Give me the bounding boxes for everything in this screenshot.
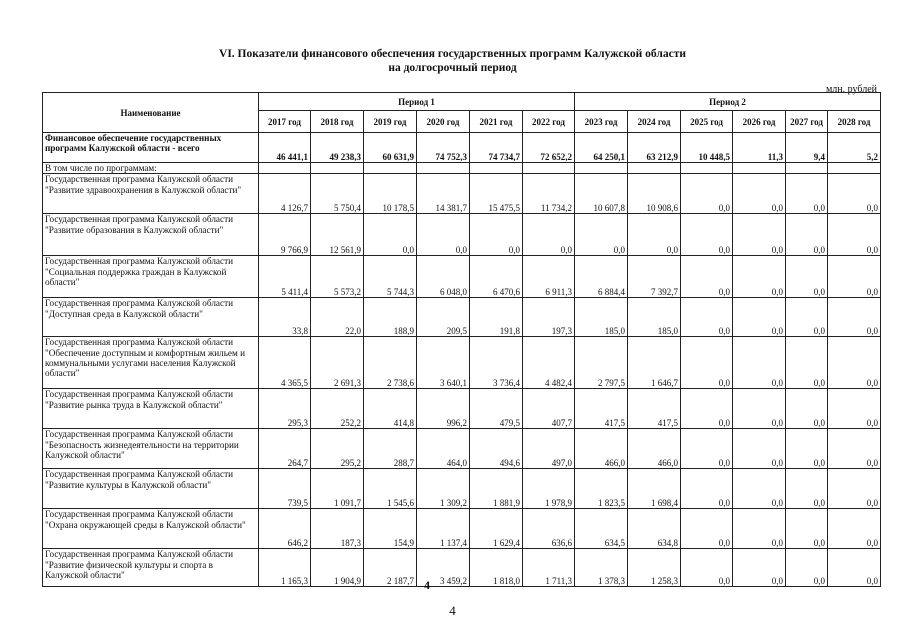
value-cell: 1 137,4 <box>417 509 470 549</box>
value-cell: 74 734,7 <box>470 133 523 163</box>
header-year: 2019 год <box>364 111 417 133</box>
program-name: Государственная программа Калужской области "Социальная поддержка граждан в Калужской области" <box>43 256 259 298</box>
empty-cell <box>364 163 417 174</box>
value-cell: 188,9 <box>364 298 417 337</box>
program-name: Государственная программа Калужской области "Безопасность жизнедеятельности на территории Калужской области" <box>43 429 259 469</box>
header-period1: Период 1 <box>259 93 575 111</box>
program-name: Государственная программа Калужской области "Доступная среда в Калужской области" <box>43 298 259 337</box>
value-cell: 185,0 <box>628 298 681 337</box>
value-cell: 0,0 <box>470 214 523 256</box>
value-cell: 6 911,3 <box>523 256 575 298</box>
value-cell: 209,5 <box>417 298 470 337</box>
value-cell: 1 165,3 <box>259 549 311 587</box>
table-body <box>43 133 881 587</box>
value-cell: 5 411,4 <box>259 256 311 298</box>
value-cell: 49 238,3 <box>311 133 364 163</box>
value-cell: 1 309,2 <box>417 469 470 509</box>
value-cell: 1 881,9 <box>470 469 523 509</box>
value-cell: 0,0 <box>786 214 828 256</box>
program-name: Государственная программа Калужской области "Развитие здравоохранения в Калужской области" <box>43 174 259 214</box>
value-cell: 0,0 <box>733 298 786 337</box>
value-cell: 0,0 <box>681 469 733 509</box>
value-cell: 5,2 <box>828 133 881 163</box>
value-cell: 4 482,4 <box>523 337 575 389</box>
value-cell: 10 908,6 <box>628 174 681 214</box>
value-cell: 0,0 <box>681 429 733 469</box>
table-subtitle: на долгосрочный период <box>388 62 517 74</box>
value-cell: 0,0 <box>786 337 828 389</box>
value-cell: 0,0 <box>733 429 786 469</box>
value-cell: 15 475,5 <box>470 174 523 214</box>
value-cell: 0,0 <box>786 256 828 298</box>
value-cell: 417,5 <box>575 389 628 429</box>
value-cell: 414,8 <box>364 389 417 429</box>
program-name: Государственная программа Калужской области "Охрана окружающей среды в Калужской области" <box>43 509 259 549</box>
value-cell: 264,7 <box>259 429 311 469</box>
value-cell: 636,6 <box>523 509 575 549</box>
value-cell: 739,5 <box>259 469 311 509</box>
value-cell: 60 631,9 <box>364 133 417 163</box>
value-cell: 0,0 <box>828 298 881 337</box>
value-cell: 1 711,3 <box>523 549 575 587</box>
value-cell: 0,0 <box>786 429 828 469</box>
page-stamp: 4 <box>424 578 430 592</box>
value-cell: 0,0 <box>681 214 733 256</box>
table-row <box>43 256 881 298</box>
value-cell: 0,0 <box>681 174 733 214</box>
value-cell: 1 258,3 <box>628 549 681 587</box>
table-title: VI. Показатели финансового обеспечения государственных программ Калужской области <box>219 48 686 60</box>
value-cell: 154,9 <box>364 509 417 549</box>
empty-cell <box>681 163 733 174</box>
value-cell: 0,0 <box>733 174 786 214</box>
value-cell: 5 744,3 <box>364 256 417 298</box>
value-cell: 1 818,0 <box>470 549 523 587</box>
value-cell: 1 823,5 <box>575 469 628 509</box>
value-cell: 74 752,3 <box>417 133 470 163</box>
value-cell: 1 646,7 <box>628 337 681 389</box>
header-year: 2021 год <box>470 111 523 133</box>
value-cell: 295,3 <box>259 389 311 429</box>
value-cell: 295,2 <box>311 429 364 469</box>
value-cell: 0,0 <box>828 337 881 389</box>
value-cell: 0,0 <box>828 174 881 214</box>
subheading: В том числе по программам: <box>43 163 259 174</box>
header-year: 2023 год <box>575 111 628 133</box>
value-cell: 0,0 <box>681 256 733 298</box>
header-year: 2027 год <box>786 111 828 133</box>
value-cell: 0,0 <box>786 469 828 509</box>
empty-cell <box>523 163 575 174</box>
value-cell: 0,0 <box>828 389 881 429</box>
program-name: Государственная программа Калужской области "Развитие образования в Калужской области" <box>43 214 259 256</box>
header-period2: Период 2 <box>575 93 881 111</box>
value-cell: 464,0 <box>417 429 470 469</box>
value-cell: 9 766,9 <box>259 214 311 256</box>
value-cell: 4 365,5 <box>259 337 311 389</box>
table-row <box>43 469 881 509</box>
value-cell: 12 561,9 <box>311 214 364 256</box>
header-year: 2024 год <box>628 111 681 133</box>
value-cell: 6 884,4 <box>575 256 628 298</box>
empty-cell <box>259 163 311 174</box>
value-cell: 646,2 <box>259 509 311 549</box>
table-row <box>43 429 881 469</box>
value-cell: 64 250,1 <box>575 133 628 163</box>
financing-table <box>42 92 881 587</box>
value-cell: 0,0 <box>523 214 575 256</box>
value-cell: 0,0 <box>786 298 828 337</box>
value-cell: 187,3 <box>311 509 364 549</box>
value-cell: 0,0 <box>628 214 681 256</box>
value-cell: 3 736,4 <box>470 337 523 389</box>
header-year: 2026 год <box>733 111 786 133</box>
value-cell: 191,8 <box>470 298 523 337</box>
value-cell: 185,0 <box>575 298 628 337</box>
value-cell: 46 441,1 <box>259 133 311 163</box>
value-cell: 0,0 <box>828 469 881 509</box>
value-cell: 197,3 <box>523 298 575 337</box>
value-cell: 22,0 <box>311 298 364 337</box>
value-cell: 11 734,2 <box>523 174 575 214</box>
empty-cell <box>470 163 523 174</box>
value-cell: 0,0 <box>733 214 786 256</box>
value-cell: 466,0 <box>628 429 681 469</box>
value-cell: 10 178,5 <box>364 174 417 214</box>
value-cell: 2 738,6 <box>364 337 417 389</box>
table-row <box>43 389 881 429</box>
value-cell: 0,0 <box>828 509 881 549</box>
header-year: 2025 год <box>681 111 733 133</box>
value-cell: 0,0 <box>828 429 881 469</box>
value-cell: 634,8 <box>628 509 681 549</box>
empty-cell <box>311 163 364 174</box>
value-cell: 0,0 <box>681 298 733 337</box>
value-cell: 0,0 <box>828 549 881 587</box>
value-cell: 0,0 <box>733 389 786 429</box>
empty-cell <box>575 163 628 174</box>
value-cell: 6 048,0 <box>417 256 470 298</box>
value-cell: 0,0 <box>786 549 828 587</box>
program-name: Государственная программа Калужской области "Развитие культуры в Калужской области" <box>43 469 259 509</box>
header-year: 2018 год <box>311 111 364 133</box>
empty-cell <box>628 163 681 174</box>
program-name: Государственная программа Калужской области "Развитие рынка труда в Калужской области" <box>43 389 259 429</box>
value-cell: 5 573,2 <box>311 256 364 298</box>
value-cell: 0,0 <box>733 256 786 298</box>
value-cell: 1 545,6 <box>364 469 417 509</box>
value-cell: 2 187,7 <box>364 549 417 587</box>
value-cell: 466,0 <box>575 429 628 469</box>
value-cell: 0,0 <box>786 174 828 214</box>
value-cell: 1 978,9 <box>523 469 575 509</box>
table-row <box>43 298 881 337</box>
table-row <box>43 133 881 163</box>
value-cell: 0,0 <box>733 509 786 549</box>
value-cell: 63 212,9 <box>628 133 681 163</box>
value-cell: 0,0 <box>786 509 828 549</box>
table-row <box>43 549 881 587</box>
empty-cell <box>828 163 881 174</box>
value-cell: 33,8 <box>259 298 311 337</box>
program-name: Государственная программа Калужской области "Развитие физической культуры и спорта в Калужской области" <box>43 549 259 587</box>
value-cell: 0,0 <box>733 337 786 389</box>
table-row <box>43 174 881 214</box>
value-cell: 0,0 <box>681 509 733 549</box>
value-cell: 4 126,7 <box>259 174 311 214</box>
value-cell: 1 378,3 <box>575 549 628 587</box>
table-row <box>43 214 881 256</box>
value-cell: 0,0 <box>681 389 733 429</box>
value-cell: 0,0 <box>786 389 828 429</box>
value-cell: 11,3 <box>733 133 786 163</box>
value-cell: 14 381,7 <box>417 174 470 214</box>
value-cell: 9,4 <box>786 133 828 163</box>
value-cell: 996,2 <box>417 389 470 429</box>
header-name: Наименование <box>43 93 259 133</box>
header-year: 2028 год <box>828 111 881 133</box>
header-year: 2022 год <box>523 111 575 133</box>
value-cell: 72 652,2 <box>523 133 575 163</box>
value-cell: 2 691,3 <box>311 337 364 389</box>
value-cell: 417,5 <box>628 389 681 429</box>
subheading-row <box>43 163 881 174</box>
value-cell: 7 392,7 <box>628 256 681 298</box>
value-cell: 3 640,1 <box>417 337 470 389</box>
value-cell: 1 698,4 <box>628 469 681 509</box>
program-name: Финансовое обеспечение государственных программ Калужской области - всего <box>43 133 259 163</box>
value-cell: 407,7 <box>523 389 575 429</box>
value-cell: 252,2 <box>311 389 364 429</box>
value-cell: 5 750,4 <box>311 174 364 214</box>
empty-cell <box>733 163 786 174</box>
value-cell: 0,0 <box>733 549 786 587</box>
empty-cell <box>786 163 828 174</box>
value-cell: 1 904,9 <box>311 549 364 587</box>
value-cell: 1 629,4 <box>470 509 523 549</box>
value-cell: 497,0 <box>523 429 575 469</box>
value-cell: 3 459,2 <box>417 549 470 587</box>
header-year: 2020 год <box>417 111 470 133</box>
program-name: Государственная программа Калужской области "Обеспечение доступным и комфортным жильем и коммунальными услугами населения Калужской области" <box>43 337 259 389</box>
value-cell: 2 797,5 <box>575 337 628 389</box>
header-year: 2017 год <box>259 111 311 133</box>
value-cell: 6 470,6 <box>470 256 523 298</box>
value-cell: 0,0 <box>681 337 733 389</box>
value-cell: 10 607,8 <box>575 174 628 214</box>
value-cell: 494,6 <box>470 429 523 469</box>
table-row <box>43 509 881 549</box>
value-cell: 0,0 <box>364 214 417 256</box>
value-cell: 479,5 <box>470 389 523 429</box>
value-cell: 1 091,7 <box>311 469 364 509</box>
value-cell: 0,0 <box>417 214 470 256</box>
page-number: 4 <box>449 603 456 618</box>
empty-cell <box>417 163 470 174</box>
value-cell: 0,0 <box>733 469 786 509</box>
table-row <box>43 337 881 389</box>
value-cell: 10 448,5 <box>681 133 733 163</box>
value-cell: 0,0 <box>575 214 628 256</box>
value-cell: 0,0 <box>681 549 733 587</box>
value-cell: 0,0 <box>828 256 881 298</box>
value-cell: 0,0 <box>828 214 881 256</box>
value-cell: 634,5 <box>575 509 628 549</box>
unit-label: млн. рублей <box>825 84 877 95</box>
value-cell: 288,7 <box>364 429 417 469</box>
